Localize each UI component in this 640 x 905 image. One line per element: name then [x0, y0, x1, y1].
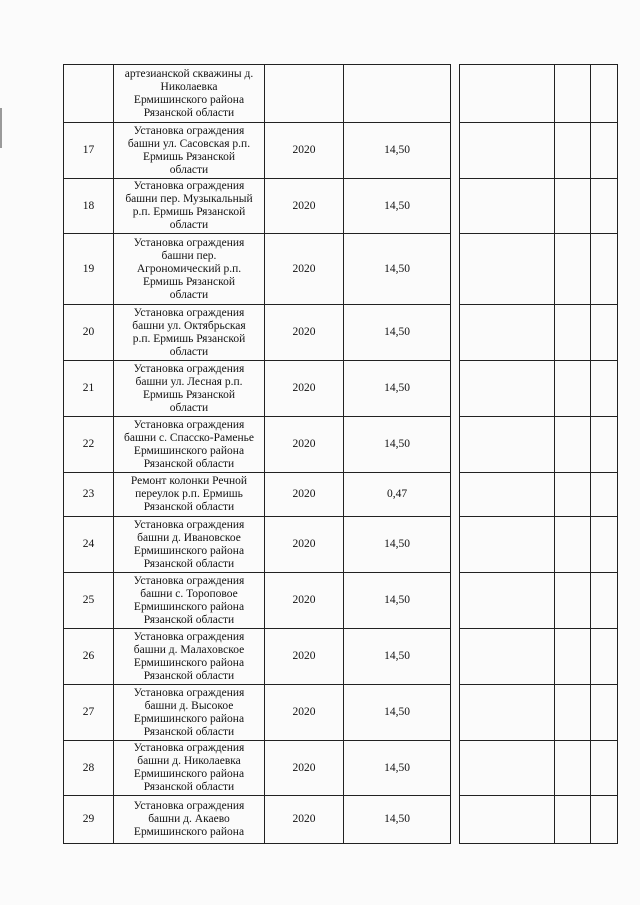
row-number-cell: 22 — [64, 417, 114, 473]
year-cell: 2020 — [265, 741, 344, 796]
work-name-cell: Установка ограждения башни ул. Лесная р.п. Ермишь Рязанской области — [114, 361, 265, 417]
work-name-cell: Установка ограждения башни д. Малаховское Ермишинского района Рязанской области — [114, 629, 265, 685]
amount-cell: 14,50 — [344, 629, 451, 685]
column-gap — [451, 305, 460, 361]
row-number-cell: 28 — [64, 741, 114, 796]
row-number-cell: 21 — [64, 361, 114, 417]
work-name-cell: Установка ограждения башни с. Тороповое Ермишинского района Рязанской области — [114, 573, 265, 629]
row-number-cell: 23 — [64, 473, 114, 517]
year-cell: 2020 — [265, 685, 344, 741]
empty-cell-3 — [591, 179, 618, 234]
empty-cell-2 — [555, 629, 591, 685]
empty-cell-3 — [591, 741, 618, 796]
table-row — [64, 179, 618, 234]
empty-cell-1 — [460, 123, 555, 179]
year-cell: 2020 — [265, 517, 344, 573]
row-number-cell: 18 — [64, 179, 114, 234]
empty-cell-2 — [555, 685, 591, 741]
amount-cell: 14,50 — [344, 123, 451, 179]
work-name-cell: Установка ограждения башни пер. Музыкальный р.п. Ермишь Рязанской области — [114, 179, 265, 234]
amount-cell: 14,50 — [344, 305, 451, 361]
empty-cell-2 — [555, 573, 591, 629]
row-number-cell: 17 — [64, 123, 114, 179]
table-row — [64, 417, 618, 473]
empty-cell-1 — [460, 473, 555, 517]
empty-cell-1 — [460, 234, 555, 305]
empty-cell-3 — [591, 473, 618, 517]
row-number-cell — [64, 65, 114, 123]
table-row — [64, 517, 618, 573]
year-cell: 2020 — [265, 473, 344, 517]
table-row — [64, 65, 618, 123]
year-cell: 2020 — [265, 361, 344, 417]
work-name-cell: Установка ограждения башни д. Ивановское Ермишинского района Рязанской области — [114, 517, 265, 573]
work-name-cell: артезианской скважины д. Николаевка Ермишинского района Рязанской области — [114, 65, 265, 123]
empty-cell-2 — [555, 796, 591, 844]
work-name-cell: Установка ограждения башни ул. Сасовская р.п. Ермишь Рязанской области — [114, 123, 265, 179]
empty-cell-3 — [591, 305, 618, 361]
empty-cell-1 — [460, 417, 555, 473]
work-name-cell: Установка ограждения башни ул. Октябрьская р.п. Ермишь Рязанской области — [114, 305, 265, 361]
amount-cell: 14,50 — [344, 234, 451, 305]
empty-cell-3 — [591, 517, 618, 573]
empty-cell-3 — [591, 234, 618, 305]
work-name-cell: Ремонт колонки Речной переулок р.п. Ермишь Рязанской области — [114, 473, 265, 517]
empty-cell-1 — [460, 517, 555, 573]
work-name-cell: Установка ограждения башни д. Николаевка Ермишинского района Рязанской области — [114, 741, 265, 796]
year-cell: 2020 — [265, 234, 344, 305]
work-name-cell: Установка ограждения башни пер. Агрономический р.п. Ермишь Рязанской области — [114, 234, 265, 305]
table-row — [64, 123, 618, 179]
row-number-cell: 24 — [64, 517, 114, 573]
row-number-cell: 20 — [64, 305, 114, 361]
empty-cell-3 — [591, 573, 618, 629]
row-number-cell: 19 — [64, 234, 114, 305]
works-table — [63, 64, 618, 844]
column-gap — [451, 65, 460, 123]
empty-cell-1 — [460, 305, 555, 361]
column-gap — [451, 179, 460, 234]
amount-cell: 14,50 — [344, 517, 451, 573]
year-cell: 2020 — [265, 179, 344, 234]
table-row — [64, 573, 618, 629]
work-name-cell: Установка ограждения башни с. Спасско-Раменье Ермишинского района Рязанской области — [114, 417, 265, 473]
table-row — [64, 361, 618, 417]
empty-cell-1 — [460, 573, 555, 629]
work-name-cell: Установка ограждения башни д. Высокое Ермишинского района Рязанской области — [114, 685, 265, 741]
amount-cell: 14,50 — [344, 796, 451, 844]
table-row — [64, 305, 618, 361]
empty-cell-1 — [460, 65, 555, 123]
empty-cell-1 — [460, 741, 555, 796]
column-gap — [451, 741, 460, 796]
amount-cell: 14,50 — [344, 361, 451, 417]
column-gap — [451, 517, 460, 573]
year-cell: 2020 — [265, 305, 344, 361]
scan-edge-mark — [0, 108, 2, 148]
empty-cell-1 — [460, 796, 555, 844]
empty-cell-1 — [460, 361, 555, 417]
empty-cell-3 — [591, 796, 618, 844]
year-cell: 2020 — [265, 573, 344, 629]
empty-cell-3 — [591, 361, 618, 417]
year-cell: 2020 — [265, 629, 344, 685]
amount-cell: 14,50 — [344, 179, 451, 234]
amount-cell: 14,50 — [344, 685, 451, 741]
year-cell — [265, 65, 344, 123]
amount-cell: 0,47 — [344, 473, 451, 517]
table-row — [64, 685, 618, 741]
amount-cell: 14,50 — [344, 741, 451, 796]
table-row — [64, 741, 618, 796]
empty-cell-1 — [460, 629, 555, 685]
year-cell: 2020 — [265, 796, 344, 844]
empty-cell-2 — [555, 179, 591, 234]
empty-cell-3 — [591, 65, 618, 123]
empty-cell-3 — [591, 417, 618, 473]
empty-cell-2 — [555, 517, 591, 573]
table-row — [64, 629, 618, 685]
row-number-cell: 26 — [64, 629, 114, 685]
empty-cell-1 — [460, 685, 555, 741]
empty-cell-2 — [555, 361, 591, 417]
row-number-cell: 29 — [64, 796, 114, 844]
column-gap — [451, 796, 460, 844]
column-gap — [451, 573, 460, 629]
empty-cell-2 — [555, 234, 591, 305]
year-cell: 2020 — [265, 417, 344, 473]
amount-cell: 14,50 — [344, 417, 451, 473]
empty-cell-3 — [591, 629, 618, 685]
empty-cell-2 — [555, 741, 591, 796]
row-number-cell: 27 — [64, 685, 114, 741]
empty-cell-2 — [555, 473, 591, 517]
empty-cell-2 — [555, 123, 591, 179]
column-gap — [451, 361, 460, 417]
amount-cell — [344, 65, 451, 123]
column-gap — [451, 123, 460, 179]
work-name-cell: Установка ограждения башни д. Акаево Ермишинского района — [114, 796, 265, 844]
column-gap — [451, 629, 460, 685]
amount-cell: 14,50 — [344, 573, 451, 629]
column-gap — [451, 473, 460, 517]
empty-cell-3 — [591, 685, 618, 741]
empty-cell-2 — [555, 417, 591, 473]
empty-cell-2 — [555, 65, 591, 123]
column-gap — [451, 685, 460, 741]
empty-cell-3 — [591, 123, 618, 179]
table-row — [64, 796, 618, 844]
empty-cell-1 — [460, 179, 555, 234]
table-row — [64, 473, 618, 517]
year-cell: 2020 — [265, 123, 344, 179]
table-body — [64, 65, 618, 844]
table-row — [64, 234, 618, 305]
row-number-cell: 25 — [64, 573, 114, 629]
column-gap — [451, 234, 460, 305]
column-gap — [451, 417, 460, 473]
empty-cell-2 — [555, 305, 591, 361]
